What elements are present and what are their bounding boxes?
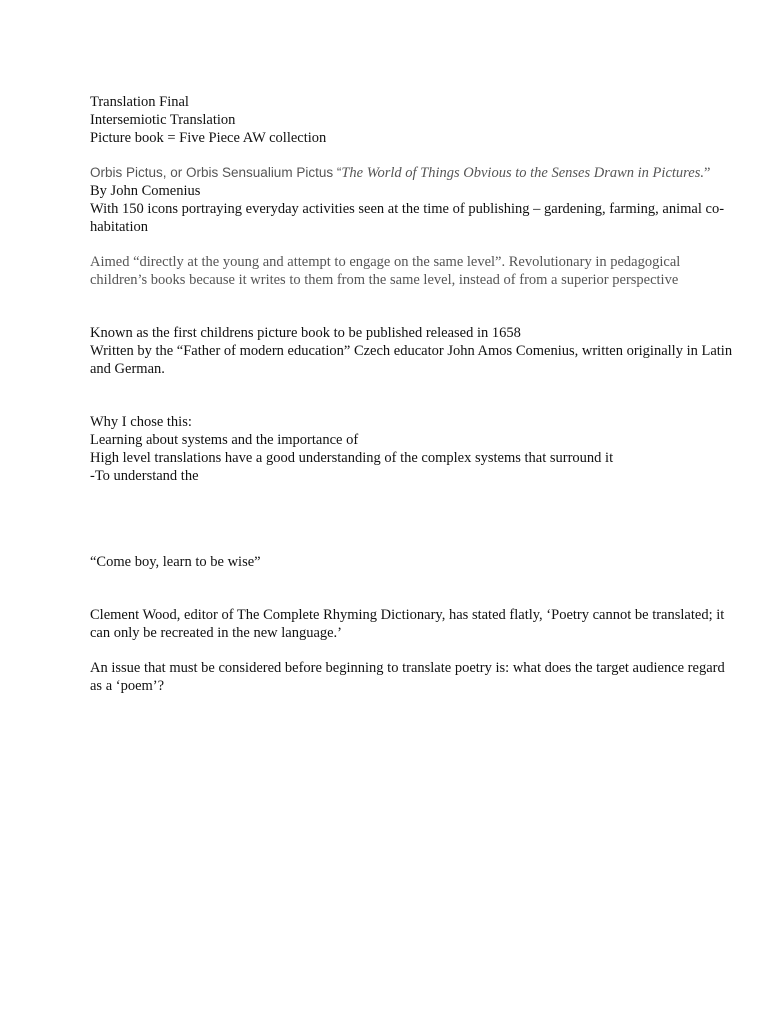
- quote-line: “Come boy, learn to be wise”: [90, 554, 261, 570]
- orbis-title-prefix: Orbis Pictus, or Orbis Sensualium Pictus “: [90, 165, 342, 180]
- doc-title: Translation Final: [90, 94, 189, 110]
- known-line: Known as the first childrens picture book to be published released in 1658: [90, 325, 521, 341]
- issue-paragraph: An issue that must be considered before beginning to translate poetry is: what does the target audience regard as a ‘poem’?: [90, 660, 725, 694]
- doc-topic: Picture book = Five Piece AW collection: [90, 130, 327, 146]
- doc-subtitle: Intersemiotic Translation: [90, 112, 236, 128]
- document-page: [90, 93, 740, 695]
- orbis-title-suffix: ”: [703, 165, 711, 181]
- orbis-author: By John Comenius: [90, 183, 201, 199]
- why-item-systems: Learning about systems and the importance of: [90, 432, 359, 448]
- why-heading: Why I chose this:: [90, 414, 192, 430]
- why-item-translations: High level translations have a good understanding of the complex systems that surround it: [90, 450, 614, 466]
- aimed-paragraph: Aimed “directly at the young and attempt to engage on the same level”. Revolutionary in pedagogical children’s books because it writes to them from the same level, instead of from a superior perspective: [90, 254, 681, 288]
- why-item-understand: -To understand the: [90, 468, 199, 484]
- orbis-title: [90, 164, 740, 182]
- orbis-icons-description: With 150 icons portraying everyday activities seen at the time of publishing – gardening, farming, animal co-habitation: [90, 201, 725, 235]
- orbis-title-italic: The World of Things Obvious to the Senses Drawn in Pictures.: [341, 165, 704, 181]
- written-by-line: Written by the “Father of modern education” Czech educator John Amos Comenius, written originally in Latin and German.: [90, 343, 733, 377]
- clement-paragraph: Clement Wood, editor of The Complete Rhyming Dictionary, has stated flatly, ‘Poetry cannot be translated; it can only be recreated in the new language.’: [90, 607, 725, 641]
